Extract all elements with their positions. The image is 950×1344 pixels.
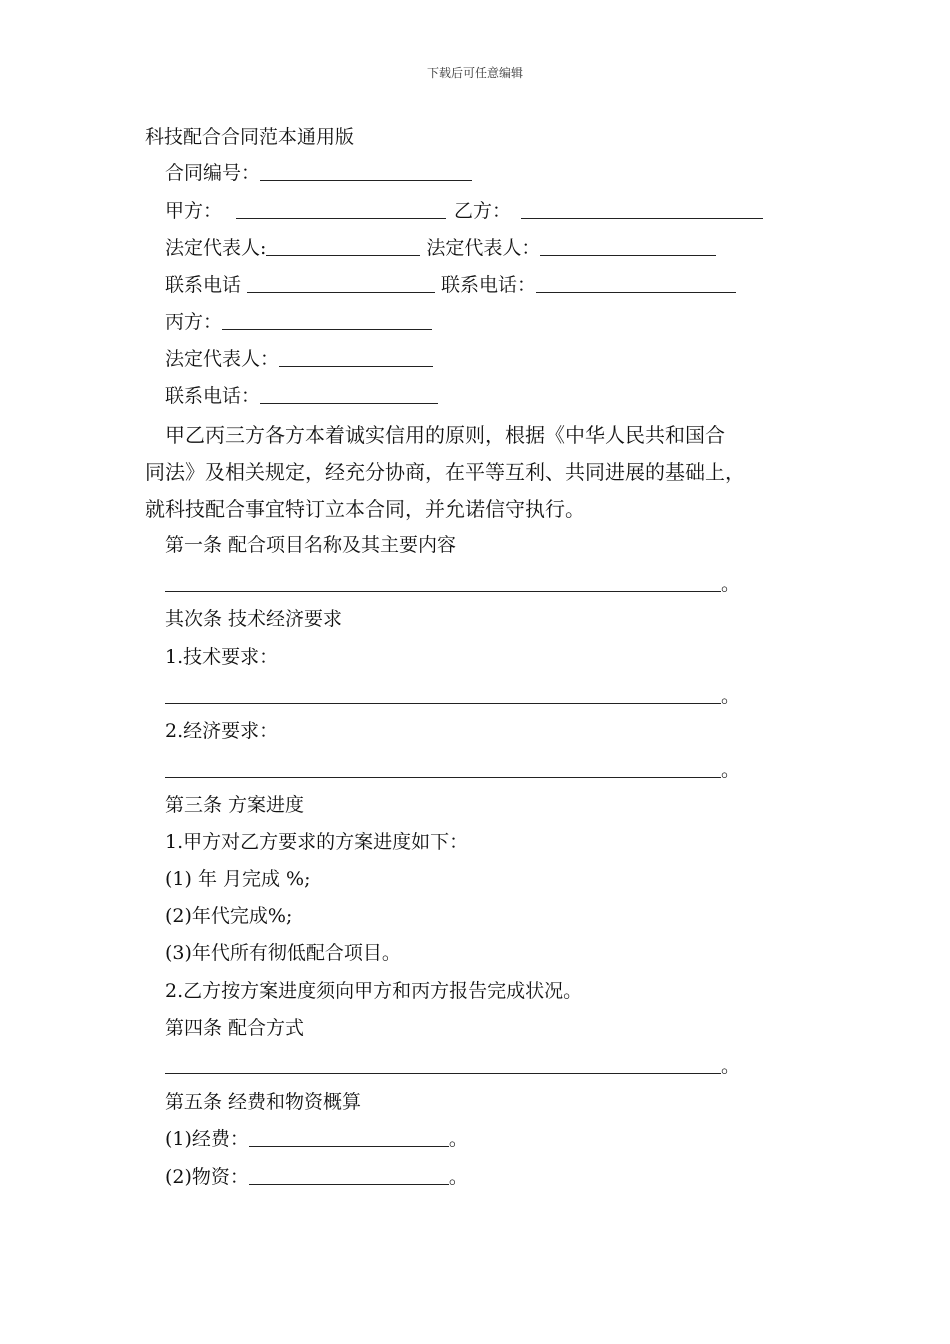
tech-requirement-blank[interactable] xyxy=(165,685,721,704)
schedule-item-1b: (2)年代完成%; xyxy=(165,905,293,927)
econ-requirement-period: 。 xyxy=(721,759,741,781)
funds-row xyxy=(165,1127,468,1151)
article-1-blank[interactable] xyxy=(165,573,721,592)
econ-requirement-fill-row xyxy=(165,758,740,782)
party-b-label: 乙方： xyxy=(454,200,512,222)
schedule-item-2: 2.乙方按方案进度须向甲方和丙方报告完成状况。 xyxy=(165,980,583,1002)
contract-number-row xyxy=(165,161,472,185)
materials-blank[interactable] xyxy=(249,1166,449,1185)
party-a-label: 甲方： xyxy=(165,200,223,222)
article-1-period: 。 xyxy=(721,573,741,595)
party-b-blank[interactable] xyxy=(521,200,763,219)
article-1-heading: 第一条 配合项目名称及其主要内容 xyxy=(165,534,457,556)
party-c-row xyxy=(165,310,432,334)
legal-rep-a-blank[interactable] xyxy=(266,237,420,256)
funds-blank[interactable] xyxy=(249,1128,449,1147)
article-2-heading: 其次条 技术经济要求 xyxy=(165,608,343,630)
party-a-b-row xyxy=(165,199,763,223)
materials-label: (2)物资： xyxy=(165,1166,249,1188)
legal-rep-c-row xyxy=(165,347,433,371)
funds-period: 。 xyxy=(448,1128,468,1150)
schedule-item-1c: (3)年代所有彻低配合项目。 xyxy=(165,942,401,964)
page-header: 下载后可任意编辑 xyxy=(426,66,523,80)
econ-requirement-blank[interactable] xyxy=(165,759,721,778)
party-a-blank[interactable] xyxy=(236,200,446,219)
phone-c-blank[interactable] xyxy=(260,385,438,404)
materials-period: 。 xyxy=(448,1166,468,1188)
legal-rep-b-label: 法定代表人： xyxy=(426,237,541,259)
econ-requirement-label: 2.经济要求： xyxy=(165,720,279,742)
preamble-line-2: 同法》及相关规定，经充分协商，在平等互利、共同进展的基础上， xyxy=(145,460,745,484)
article-3-heading: 第三条 方案进度 xyxy=(165,794,305,816)
tech-requirement-fill-row xyxy=(165,684,740,708)
legal-rep-c-blank[interactable] xyxy=(279,348,433,367)
schedule-item-1: 1.甲方对乙方要求的方案进度如下： xyxy=(165,831,469,853)
contract-number-blank[interactable] xyxy=(260,162,472,181)
funds-label: (1)经费： xyxy=(165,1128,249,1150)
phone-row xyxy=(165,273,736,297)
article-4-fill-row xyxy=(165,1054,740,1078)
tech-requirement-label: 1.技术要求： xyxy=(165,646,279,668)
article-4-period: 。 xyxy=(721,1055,741,1077)
legal-rep-b-blank[interactable] xyxy=(540,237,716,256)
preamble-line-1: 甲乙丙三方各方本着诚实信用的原则，根据《中华人民共和国合 xyxy=(165,423,725,447)
article-1-fill-row xyxy=(165,572,740,596)
preamble-line-3: 就科技配合事宜特订立本合同，并允诺信守执行。 xyxy=(145,497,585,521)
phone-b-blank[interactable] xyxy=(536,274,736,293)
legal-rep-a-label: 法定代表人: xyxy=(165,237,267,259)
article-4-blank[interactable] xyxy=(165,1055,721,1074)
phone-c-row xyxy=(165,384,438,408)
phone-b-label: 联系电话： xyxy=(441,274,537,296)
party-c-blank[interactable] xyxy=(222,311,432,330)
tech-requirement-period: 。 xyxy=(721,685,741,707)
phone-a-label: 联系电话 xyxy=(165,274,242,296)
phone-a-blank[interactable] xyxy=(247,274,435,293)
legal-rep-row xyxy=(165,236,716,260)
party-c-label: 丙方： xyxy=(165,311,223,333)
document-title: 科技配合合同范本通用版 xyxy=(145,126,355,148)
legal-rep-c-label: 法定代表人： xyxy=(165,348,280,370)
materials-row xyxy=(165,1165,468,1189)
contract-number-label: 合同编号： xyxy=(165,162,261,184)
article-4-heading: 第四条 配合方式 xyxy=(165,1017,305,1039)
phone-c-label: 联系电话： xyxy=(165,385,261,407)
schedule-item-1a: (1) 年 月完成 %; xyxy=(165,868,311,890)
article-5-heading: 第五条 经费和物资概算 xyxy=(165,1091,362,1113)
